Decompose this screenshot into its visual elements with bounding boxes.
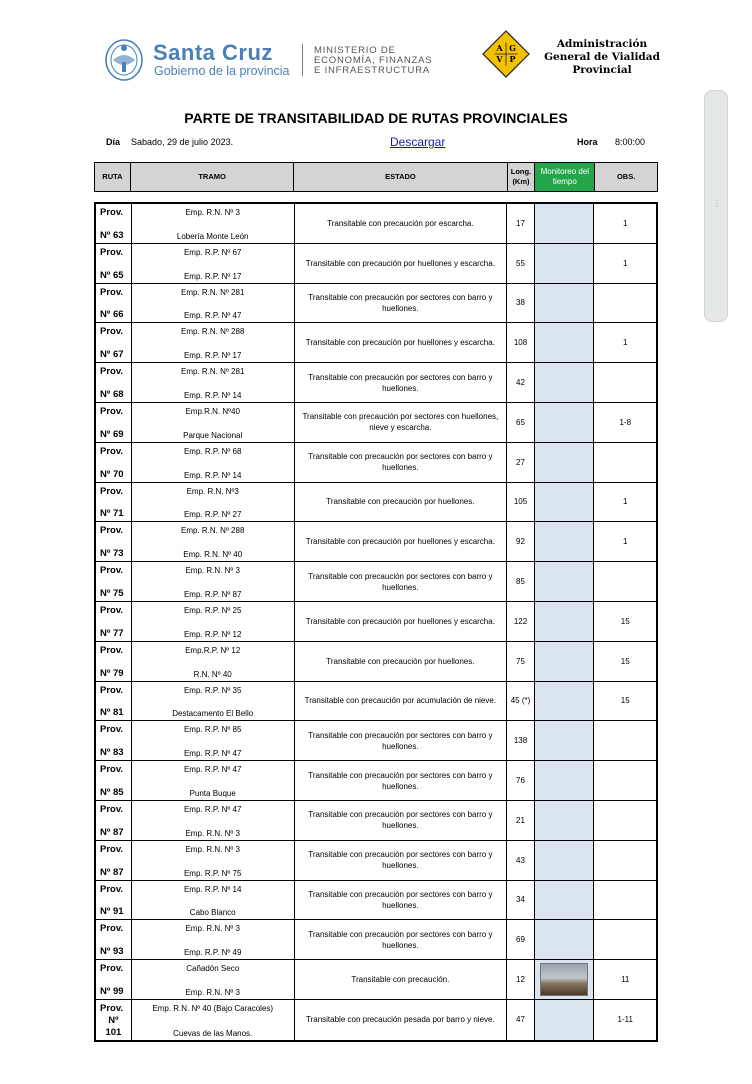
observations-cell (594, 841, 656, 880)
route-number: Nº 67 (100, 349, 124, 361)
observations-cell (594, 284, 656, 323)
route-cell (96, 881, 132, 920)
table-row (96, 443, 656, 483)
observations-cell: 11 (621, 975, 630, 985)
section-to: Emp. R.P. Nº 47 (183, 311, 242, 321)
section-from: Emp. R.P. Nº 25 (183, 605, 242, 615)
route-prov: Prov. (100, 445, 124, 457)
status-cell: Transitable con precaución por huellones y escarcha. (295, 244, 508, 283)
table-row (96, 841, 656, 881)
section-cell (132, 403, 295, 442)
section-cell (132, 881, 295, 920)
section-to: R.N. Nº 40 (193, 669, 232, 679)
section-to: Destacamento El Bello (172, 709, 254, 719)
section-from: Emp. R.P. Nº 47 (183, 804, 242, 814)
observations-cell (594, 881, 656, 920)
section-from: Emp. R.N. Nº 288 (181, 526, 245, 536)
santa-cruz-seal-icon (104, 38, 144, 82)
section-to: Emp. R.P. Nº 12 (183, 629, 242, 639)
table-row (96, 881, 656, 921)
route-prov: Prov. (100, 764, 124, 776)
route-cell (96, 920, 132, 959)
agvp-letter: P (509, 54, 516, 64)
day-value: Sabado, 29 de julio 2023. (131, 137, 234, 147)
section-from: Emp. R.N. Nº 40 (Bajo Caracoles) (152, 1003, 274, 1013)
table-header (94, 162, 658, 192)
section-cell (132, 721, 295, 760)
route-prov: Prov. (100, 565, 124, 577)
route-prov: Prov. (100, 883, 124, 895)
section-to: Cabo Blanco (189, 908, 236, 918)
section-cell (132, 483, 295, 522)
table-row (96, 960, 656, 1000)
status-cell: Transitable con precaución por huellones y escarcha. (295, 602, 508, 641)
section-cell (132, 761, 295, 800)
route-cell (96, 841, 132, 880)
table-row (96, 920, 656, 960)
time-value: 8:00:00 (615, 137, 646, 147)
section-from: Emp. R.N. Nº3 (186, 486, 239, 496)
route-prov: Prov. (100, 963, 124, 975)
route-number: Nº 69 (100, 428, 124, 440)
observations-cell: 1 (623, 338, 628, 348)
section-from: Emp. R.N. Nº 281 (181, 287, 245, 297)
route-number: Nº 93 (100, 946, 124, 958)
weather-monitor-cell (535, 403, 595, 442)
route-number: Nº 68 (100, 388, 124, 400)
observations-cell: 1 (623, 537, 628, 547)
route-cell (96, 960, 132, 999)
section-from: Emp. R.N. Nº 3 (185, 924, 240, 934)
ministry-line: ECONOMÍA, FINANZAS (314, 55, 433, 66)
route-prov: Prov. (100, 923, 124, 935)
weather-monitor-cell (535, 483, 595, 522)
route-cell (96, 363, 132, 402)
agvp-letter: V (496, 54, 503, 64)
route-cell (96, 204, 132, 243)
route-cell (96, 284, 132, 323)
section-to: Emp. R.P. Nº 14 (183, 470, 242, 480)
length-cell: 43 (507, 841, 535, 880)
weather-monitor-cell (535, 920, 595, 959)
route-prov: Prov. (100, 246, 124, 258)
observations-cell: 1 (623, 497, 628, 507)
status-cell: Transitable con precaución por huellones y escarcha. (295, 522, 508, 561)
route-prov: Prov. (100, 644, 124, 656)
status-cell: Transitable con precaución por sectores con barro y huellones. (295, 562, 508, 601)
observations-cell: 1 (623, 258, 628, 268)
observations-cell (594, 562, 656, 601)
length-cell: 34 (507, 881, 535, 920)
observations-cell (594, 443, 656, 482)
section-cell (132, 602, 295, 641)
table-row (96, 323, 656, 363)
observations-cell: 1-8 (619, 417, 632, 427)
route-cell (96, 801, 132, 840)
section-to: Emp. R.P. Nº 17 (183, 271, 242, 281)
route-prov: Prov. (100, 366, 124, 378)
route-number: Nº 87 (100, 866, 124, 878)
section-to: Emp. R.P. Nº 17 (183, 351, 242, 361)
section-from: Emp.R.N. Nº40 (185, 406, 240, 416)
table-row (96, 721, 656, 761)
section-cell (132, 562, 295, 601)
observations-cell: 1-11 (617, 1015, 633, 1025)
observations-cell: 15 (620, 696, 630, 706)
status-cell: Transitable con precaución por sectores con huellones, nieve y escarcha. (295, 403, 508, 442)
route-number: Nº 81 (100, 707, 124, 719)
agvp-name-line: Administración (556, 38, 648, 50)
section-cell (132, 920, 295, 959)
page-header (0, 0, 720, 100)
route-number: Nº 73 (100, 548, 124, 560)
length-cell: 47 (507, 1000, 535, 1040)
length-cell: 75 (507, 642, 535, 681)
section-cell (132, 1000, 295, 1040)
route-prov: Prov. (100, 286, 124, 298)
route-cell (96, 562, 132, 601)
weather-monitor-cell (535, 1000, 595, 1040)
section-to: Emp. R.N. Nº 3 (185, 987, 240, 997)
route-number: Nº 77 (100, 627, 124, 639)
route-prov: Prov. (100, 207, 124, 218)
route-prov: Prov. (100, 684, 124, 696)
section-from: Emp. R.P. Nº 47 (183, 765, 242, 775)
route-number: Nº 99 (100, 985, 124, 997)
section-cell (132, 363, 295, 402)
route-prov: Prov. (100, 803, 124, 815)
length-cell: 105 (507, 483, 535, 522)
route-cell (96, 1000, 132, 1040)
column-header-tramo: TRAMO (131, 163, 294, 191)
section-to: Emp. R.P. Nº 47 (183, 749, 242, 759)
section-from: Emp. R.P. Nº 68 (183, 446, 242, 456)
ministry-name (314, 46, 432, 76)
section-to: Emp. R.P. Nº 49 (183, 948, 242, 958)
download-link[interactable]: Descargar (390, 135, 446, 149)
section-from: Emp. R.N. Nº 3 (185, 566, 240, 576)
route-number: Nº 65 (100, 269, 124, 281)
ministry-line: MINISTERIO DE (314, 45, 396, 56)
length-cell: 17 (507, 204, 535, 243)
section-to: Emp. R.P. Nº 27 (183, 510, 242, 520)
weather-monitor-cell (535, 562, 595, 601)
route-prov: Prov. (100, 1002, 124, 1014)
table-row (96, 403, 656, 443)
route-cell (96, 642, 132, 681)
column-header-monitor: Monitoreo del tiempo (535, 163, 595, 191)
route-prov: Prov. (100, 405, 124, 417)
section-to: Parque Nacional (183, 430, 243, 440)
section-to: Emp. R.P. Nº 14 (183, 390, 242, 400)
route-cell (96, 522, 132, 561)
column-header-ruta: RUTA (95, 163, 131, 191)
status-cell: Transitable con precaución por acumulación de nieve. (295, 682, 508, 721)
section-cell (132, 204, 295, 243)
agvp-letter: G (509, 43, 516, 53)
route-prov: Prov. (100, 485, 124, 497)
section-from: Emp. R.P. Nº 85 (183, 725, 242, 735)
route-number: Nº 101 (105, 1014, 122, 1038)
header-divider (302, 44, 303, 76)
observations-cell (594, 920, 656, 959)
table-row (96, 204, 656, 244)
section-from: Emp. R.N. Nº 3 (185, 208, 240, 217)
observations-cell: 1 (623, 218, 628, 228)
observations-cell (594, 801, 656, 840)
section-cell (132, 841, 295, 880)
observations-cell (594, 363, 656, 402)
page-title: PARTE DE TRANSITABILIDAD DE RUTAS PROVINCIALES (184, 110, 568, 126)
status-cell: Transitable con precaución por escarcha. (295, 204, 508, 243)
weather-camera-thumbnail[interactable] (540, 963, 588, 996)
status-cell: Transitable con precaución por huellones. (295, 483, 508, 522)
section-from: Cañadón Seco (186, 964, 240, 974)
weather-monitor-cell (535, 881, 595, 920)
table-row (96, 522, 656, 562)
route-prov: Prov. (100, 843, 124, 855)
observations-cell (594, 761, 656, 800)
section-cell (132, 642, 295, 681)
route-cell (96, 443, 132, 482)
route-number: Nº 85 (100, 786, 124, 798)
weather-monitor-cell (535, 363, 595, 402)
agvp-diamond-logo-icon (482, 30, 530, 78)
observations-cell (594, 721, 656, 760)
section-cell (132, 443, 295, 482)
section-cell (132, 960, 295, 999)
route-cell (96, 602, 132, 641)
section-from: Emp. R.N. Nº 3 (185, 844, 240, 854)
agvp-name (532, 38, 672, 77)
route-cell (96, 403, 132, 442)
section-cell (132, 323, 295, 362)
ministry-line: E INFRAESTRUCTURA (314, 65, 430, 76)
length-cell: 12 (507, 960, 535, 999)
routes-table (94, 202, 658, 1042)
status-cell: Transitable con precaución por sectores con barro y huellones. (295, 443, 508, 482)
weather-monitor-cell (535, 682, 595, 721)
weather-monitor-cell (535, 522, 595, 561)
weather-monitor-cell (535, 443, 595, 482)
section-from: Emp. R.P. Nº 67 (183, 247, 242, 257)
length-cell: 69 (507, 920, 535, 959)
weather-monitor-cell (535, 960, 595, 999)
route-number: Nº 70 (100, 468, 124, 480)
section-cell (132, 682, 295, 721)
section-from: Emp.R.P. Nº 12 (185, 645, 241, 655)
brand-subtitle: Gobierno de la provincia (154, 64, 290, 78)
agvp-name-line: Provincial (572, 64, 632, 76)
route-prov: Prov. (100, 724, 124, 736)
status-cell: Transitable con precaución por sectores con barro y huellones. (295, 721, 508, 760)
section-to: Lobería Monte León (176, 231, 249, 241)
weather-monitor-cell (535, 721, 595, 760)
time-label: Hora (577, 137, 598, 147)
weather-monitor-cell (535, 602, 595, 641)
weather-monitor-cell (535, 244, 595, 283)
weather-monitor-cell (535, 642, 595, 681)
length-cell: 27 (507, 443, 535, 482)
route-cell (96, 323, 132, 362)
weather-monitor-cell (535, 841, 595, 880)
route-number: Nº 83 (100, 747, 124, 759)
length-cell: 55 (507, 244, 535, 283)
day-label: Día (106, 137, 121, 147)
status-cell: Transitable con precaución por sectores con barro y huellones. (295, 841, 508, 880)
length-cell: 45 (*) (507, 682, 535, 721)
table-row (96, 682, 656, 722)
route-number: Nº 75 (100, 587, 124, 599)
section-cell (132, 284, 295, 323)
route-cell (96, 682, 132, 721)
section-from: Emp. R.P. Nº 35 (183, 685, 242, 695)
status-cell: Transitable con precaución por huellones. (295, 642, 508, 681)
table-row (96, 642, 656, 682)
section-to: Emp. R.P. Nº 87 (183, 589, 242, 599)
route-number: Nº 79 (100, 667, 124, 679)
length-cell: 122 (507, 602, 535, 641)
route-number: Nº 87 (100, 826, 124, 838)
table-row (96, 244, 656, 284)
route-number: Nº 63 (100, 229, 124, 241)
weather-monitor-cell (535, 204, 595, 243)
status-cell: Transitable con precaución pesada por barro y nieve. (295, 1000, 508, 1040)
observations-cell: 15 (620, 616, 630, 626)
status-cell: Transitable con precaución por sectores con barro y huellones. (295, 801, 508, 840)
table-row (96, 1000, 656, 1040)
weather-monitor-cell (535, 284, 595, 323)
table-row (96, 483, 656, 523)
agvp-letter: A (496, 43, 503, 53)
report-meta (0, 136, 720, 150)
side-scroll-handle[interactable] (704, 90, 728, 322)
table-row (96, 363, 656, 403)
length-cell: 76 (507, 761, 535, 800)
route-cell (96, 483, 132, 522)
length-cell: 42 (507, 363, 535, 402)
length-cell: 38 (507, 284, 535, 323)
table-row (96, 761, 656, 801)
grip-icon: ⋮ (713, 199, 721, 208)
length-cell: 138 (507, 721, 535, 760)
weather-monitor-cell (535, 323, 595, 362)
section-cell (132, 801, 295, 840)
table-row (96, 801, 656, 841)
status-cell: Transitable con precaución por sectores con barro y huellones. (295, 284, 508, 323)
section-to: Emp. R.N. Nº 3 (185, 828, 240, 838)
section-to: Cuevas de las Manos. (173, 1028, 253, 1038)
observations-cell: 15 (620, 656, 630, 666)
section-from: Emp. R.P. Nº 14 (183, 884, 242, 894)
route-prov: Prov. (100, 604, 124, 616)
route-cell (96, 244, 132, 283)
section-to: Emp. R.P. Nº 75 (183, 868, 242, 878)
status-cell: Transitable con precaución por sectores con barro y huellones. (295, 363, 508, 402)
length-cell: 65 (507, 403, 535, 442)
route-prov: Prov. (100, 525, 124, 537)
section-to: Punta Buque (189, 788, 236, 798)
length-cell: 92 (507, 522, 535, 561)
route-cell (96, 721, 132, 760)
weather-monitor-cell (535, 761, 595, 800)
section-from: Emp. R.N. Nº 281 (181, 367, 245, 377)
section-cell (132, 244, 295, 283)
status-cell: Transitable con precaución por sectores con barro y huellones. (295, 881, 508, 920)
length-cell: 108 (507, 323, 535, 362)
status-cell: Transitable con precaución por sectores con barro y huellones. (295, 761, 508, 800)
status-cell: Transitable con precaución. (295, 960, 508, 999)
route-number: Nº 91 (100, 906, 124, 918)
length-cell: 85 (507, 562, 535, 601)
section-to: Emp. R.N. Nº 40 (183, 550, 243, 560)
column-header-estado: ESTADO (294, 163, 507, 191)
table-row (96, 284, 656, 324)
brand-name: Santa Cruz (153, 40, 273, 65)
route-number: Nº 71 (100, 508, 124, 520)
column-header-long: Long. (Km) (508, 163, 536, 191)
section-from: Emp. R.N. Nº 288 (181, 327, 245, 337)
agvp-name-line: General de Vialidad (544, 51, 660, 63)
section-cell (132, 522, 295, 561)
table-row (96, 602, 656, 642)
status-cell: Transitable con precaución por huellones y escarcha. (295, 323, 508, 362)
column-header-obs: OBS. (595, 163, 657, 191)
status-cell: Transitable con precaución por sectores con barro y huellones. (295, 920, 508, 959)
length-cell: 21 (507, 801, 535, 840)
route-number: Nº 66 (100, 309, 124, 321)
weather-monitor-cell (535, 801, 595, 840)
route-prov: Prov. (100, 326, 124, 338)
route-cell (96, 761, 132, 800)
table-row (96, 562, 656, 602)
